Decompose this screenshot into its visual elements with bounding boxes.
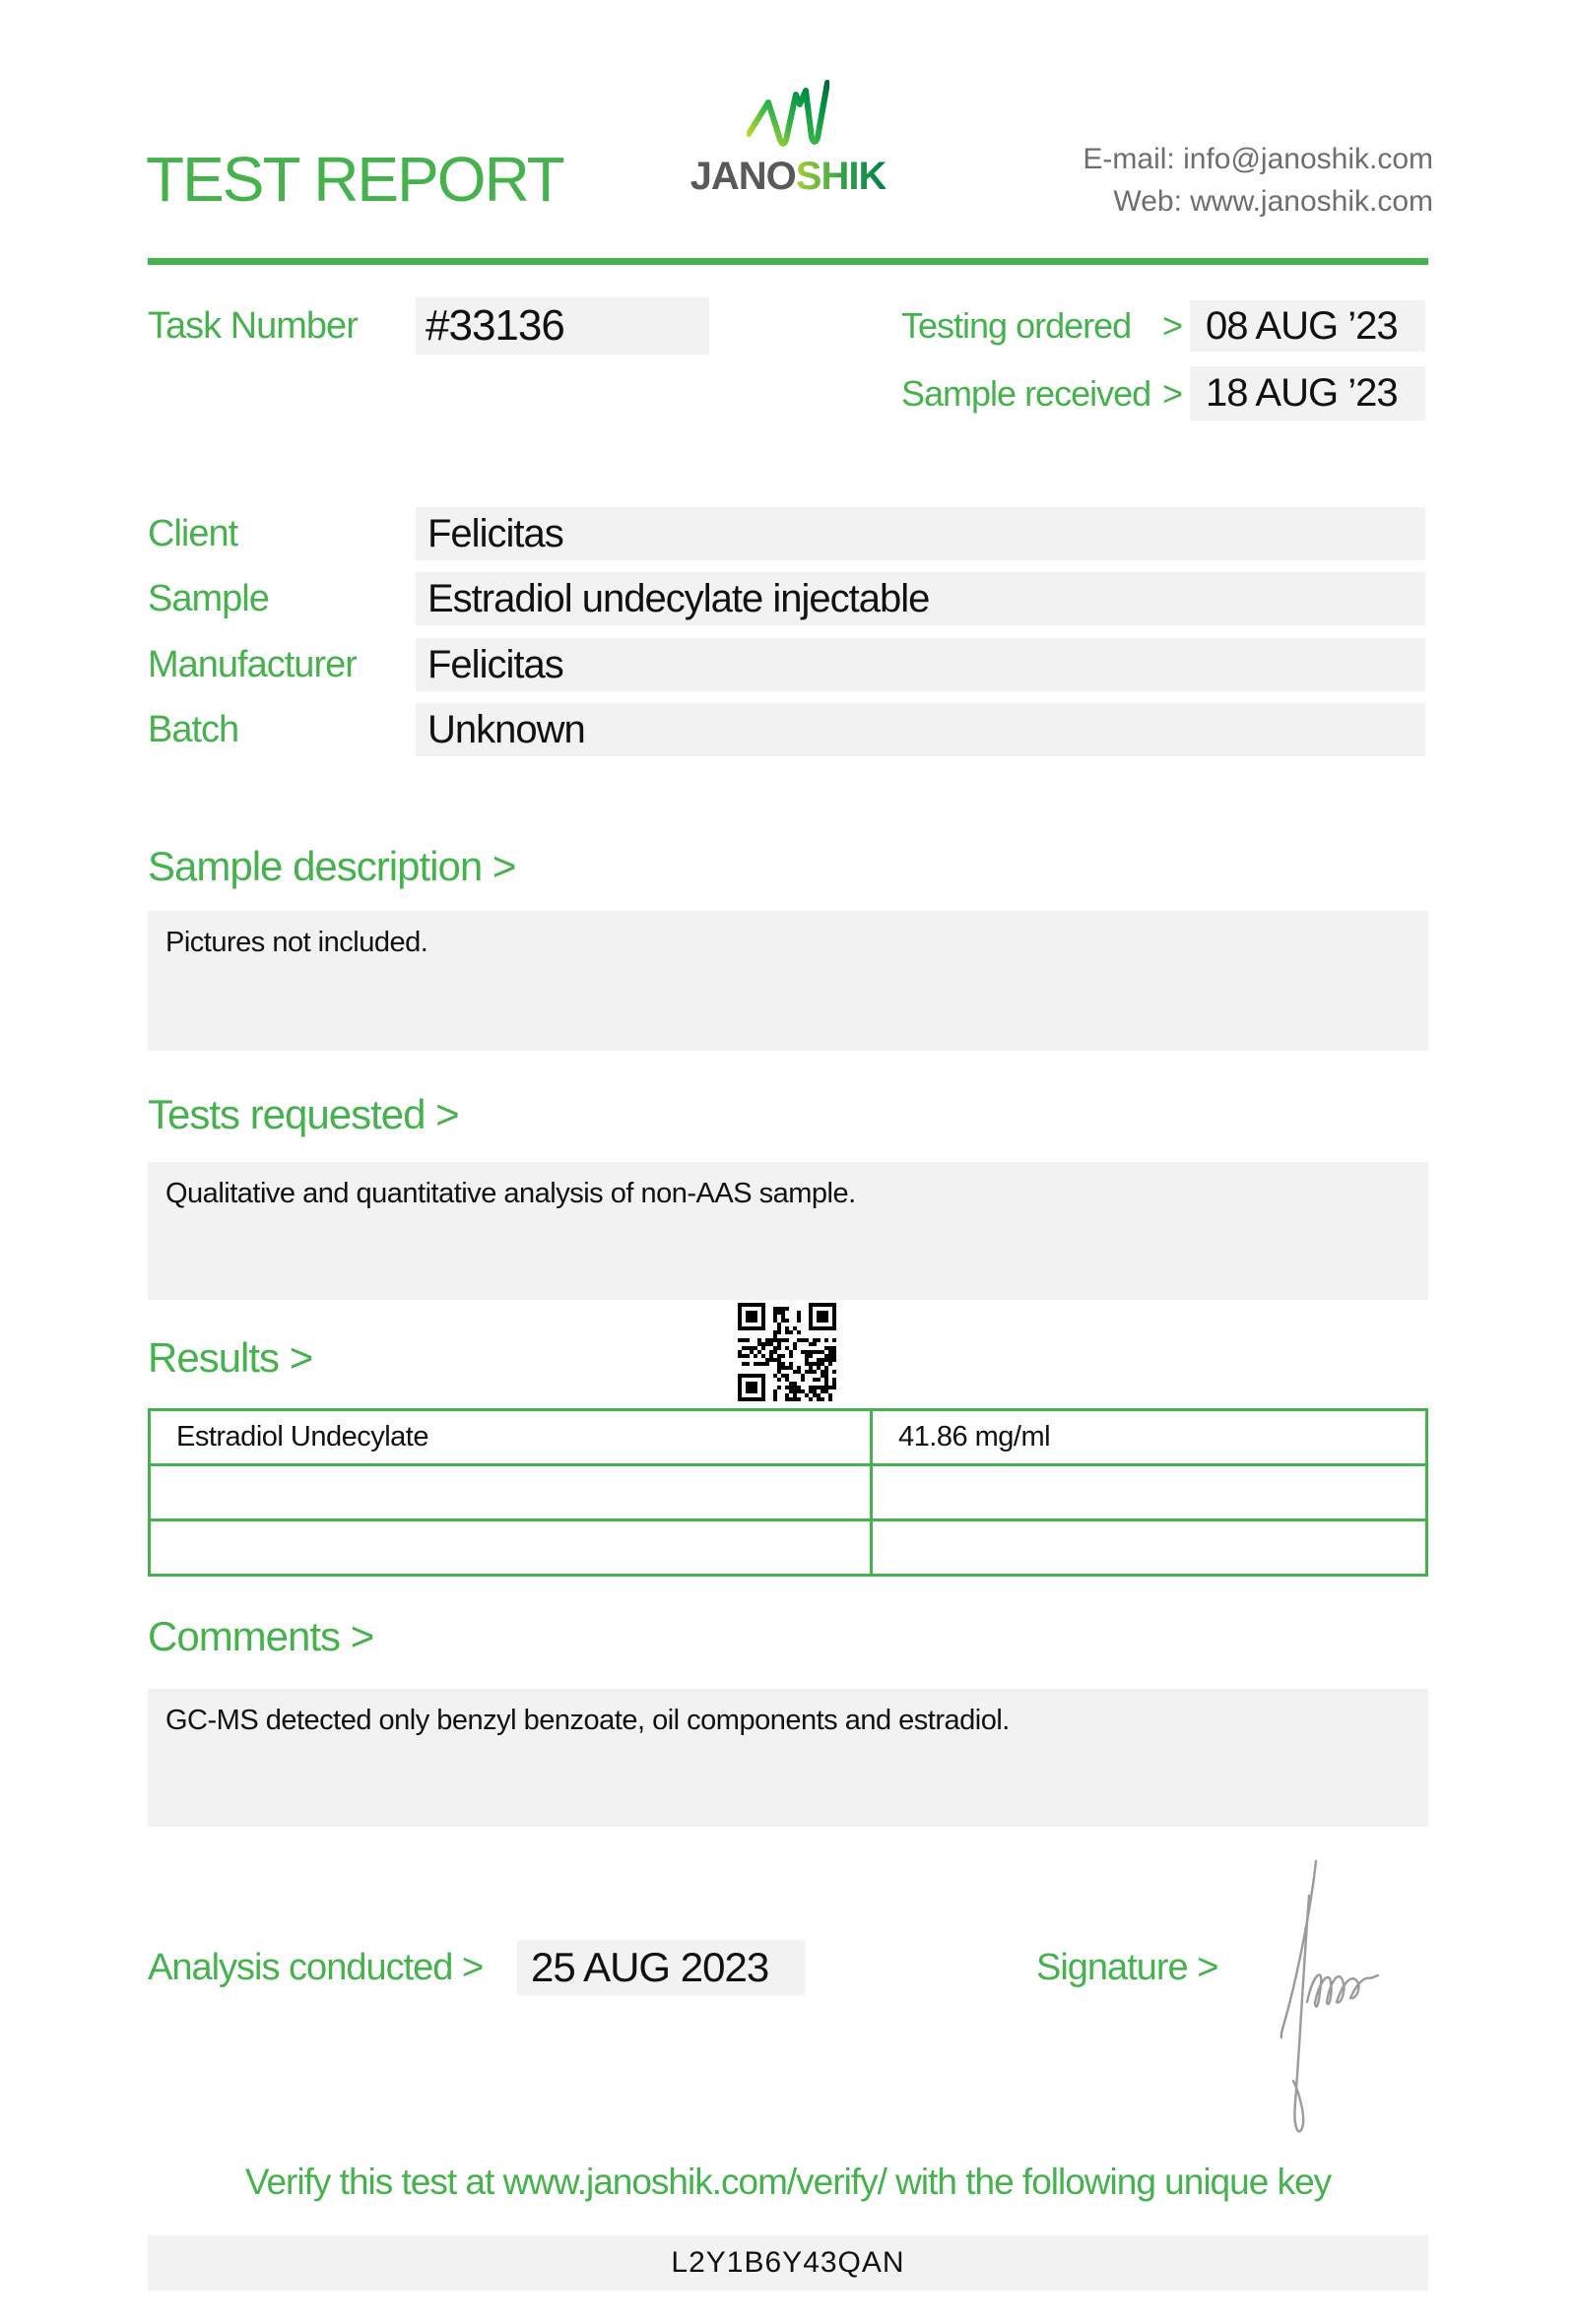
task-number-value: #33136 (426, 301, 564, 350)
sample-received-value: 18 AUG ’23 (1206, 371, 1398, 415)
tests-requested-heading: Tests requested > (148, 1091, 459, 1137)
analysis-date-field (517, 1940, 805, 1995)
sample-field (416, 572, 1425, 625)
sample-label: Sample (148, 578, 269, 619)
client-value: Felicitas (427, 512, 563, 555)
contact-web: Web: www.janoshik.com (1113, 185, 1433, 218)
header-divider (148, 258, 1428, 265)
sample-description-heading: Sample description > (148, 843, 516, 889)
page-title: TEST REPORT (146, 144, 563, 215)
result-name (150, 1520, 872, 1576)
batch-field (416, 703, 1425, 756)
results-table (148, 1408, 1428, 1577)
arrow-glyph: > (1161, 305, 1182, 346)
client-label: Client (148, 513, 238, 554)
comments-text: GC-MS detected only benzyl benzoate, oil components and estradiol. (165, 1705, 1010, 1736)
table-row (150, 1520, 1427, 1576)
testing-ordered-field (1190, 300, 1425, 352)
batch-value: Unknown (427, 708, 585, 751)
signature-label: Signature > (1036, 1947, 1218, 1988)
result-value (872, 1465, 1427, 1520)
sample-value: Estradiol undecylate injectable (427, 577, 930, 620)
logo-wordmark (680, 156, 896, 197)
analysis-date-value: 25 AUG 2023 (531, 1944, 769, 1990)
janoshik-logo (680, 79, 896, 197)
manufacturer-label: Manufacturer (148, 644, 357, 685)
sample-description-text: Pictures not included. (165, 927, 428, 958)
arrow-glyph: > (1161, 372, 1182, 414)
task-number-field (416, 297, 709, 355)
manufacturer-field (416, 638, 1425, 691)
rising-chart-icon (747, 79, 829, 156)
client-field (416, 507, 1425, 560)
testing-ordered-label: Testing ordered > (901, 305, 1182, 346)
result-name: Estradiol Undecylate (150, 1410, 872, 1465)
logo-jano: JANO (690, 155, 796, 198)
tests-requested-text: Qualitative and quantitative analysis of non-AAS sample. (165, 1178, 856, 1209)
verify-heading: Verify this test at www.janoshik.com/verify/ with the following unique key (244, 2162, 1332, 2202)
table-row (150, 1410, 1427, 1465)
comments-heading: Comments > (148, 1613, 374, 1659)
task-number-label: Task Number (148, 305, 358, 347)
comments-box (148, 1689, 1428, 1827)
contact-info (1083, 138, 1433, 223)
result-value: 41.86 mg/ml (872, 1410, 1427, 1465)
analysis-conducted-label: Analysis conducted > (148, 1947, 484, 1988)
verify-key-value: L2Y1B6Y43QAN (671, 2246, 905, 2279)
sample-description-box (148, 911, 1428, 1051)
results-heading: Results > (148, 1334, 313, 1381)
contact-email: E-mail: info@janoshik.com (1083, 143, 1433, 175)
logo-shik: SHIK (795, 155, 886, 198)
table-row (150, 1465, 1427, 1520)
sample-received-field (1190, 366, 1425, 420)
testing-ordered-value: 08 AUG ’23 (1206, 304, 1398, 348)
batch-label: Batch (148, 709, 239, 750)
sample-received-label: Sample received > (901, 372, 1182, 414)
manufacturer-value: Felicitas (427, 643, 563, 686)
qr-code (738, 1303, 836, 1401)
tests-requested-box (148, 1162, 1428, 1300)
signature-scribble (1274, 1856, 1384, 2142)
result-value (872, 1520, 1427, 1576)
result-name (150, 1465, 872, 1520)
verify-key-box (148, 2235, 1428, 2291)
